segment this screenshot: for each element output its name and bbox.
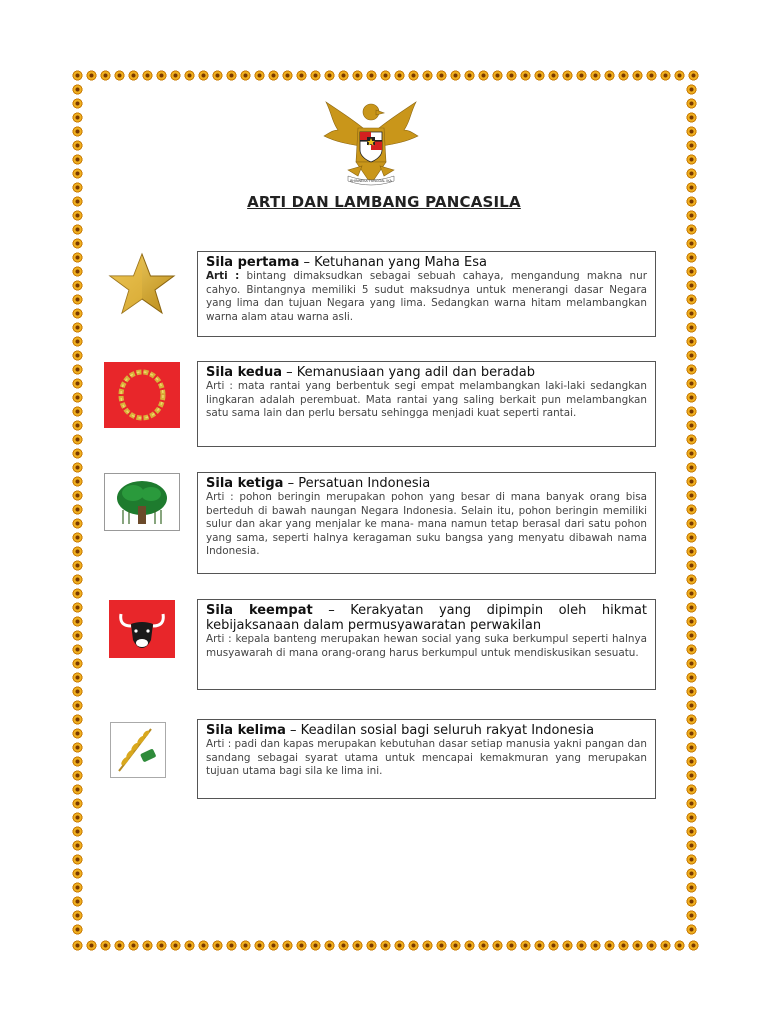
chain-icon (104, 362, 180, 428)
flower-ornament (72, 350, 83, 361)
flower-ornament (184, 940, 195, 951)
flower-ornament (72, 840, 83, 851)
flower-ornament (128, 940, 139, 951)
flower-ornament (72, 686, 83, 697)
flower-ornament (72, 98, 83, 109)
flower-ornament (506, 940, 517, 951)
flower-ornament (254, 70, 265, 81)
flower-ornament (686, 350, 697, 361)
flower-ornament (268, 940, 279, 951)
flower-ornament (72, 280, 83, 291)
flower-ornament (686, 742, 697, 753)
flower-ornament (72, 532, 83, 543)
flower-ornament (520, 940, 531, 951)
flower-ornament (72, 854, 83, 865)
flower-ornament (686, 490, 697, 501)
flower-ornament (686, 84, 697, 95)
flower-ornament (366, 70, 377, 81)
flower-ornament (72, 378, 83, 389)
flower-ornament (686, 476, 697, 487)
flower-ornament (72, 616, 83, 627)
flower-ornament (100, 70, 111, 81)
sila-kelima-box (197, 719, 656, 799)
flower-ornament (352, 940, 363, 951)
flower-ornament (72, 84, 83, 95)
flower-ornament (72, 602, 83, 613)
flower-ornament (282, 940, 293, 951)
flower-ornament (674, 70, 685, 81)
sila-heading: Sila kelima – Keadilan sosial bagi seluruh rakyat Indonesia (206, 723, 595, 738)
flower-ornament (686, 266, 697, 277)
flower-ornament (686, 560, 697, 571)
flower-ornament (686, 280, 697, 291)
flower-ornament (688, 940, 699, 951)
flower-ornament (268, 70, 279, 81)
flower-ornament (436, 940, 447, 951)
flower-ornament (604, 940, 615, 951)
sila-heading: Sila pertama – Ketuhanan yang Maha Esa (206, 255, 487, 270)
flower-ornament (72, 756, 83, 767)
flower-ornament (686, 616, 697, 627)
flower-ornament (72, 714, 83, 725)
flower-ornament (72, 238, 83, 249)
flower-ornament (72, 364, 83, 375)
flower-ornament (686, 588, 697, 599)
flower-ornament (212, 70, 223, 81)
flower-ornament (646, 940, 657, 951)
flower-ornament (686, 224, 697, 235)
flower-ornament (686, 770, 697, 781)
svg-text:BHINNEKA TUNGGAL IKA: BHINNEKA TUNGGAL IKA (350, 179, 392, 183)
flower-ornament (72, 476, 83, 487)
sila-description: Arti : mata rantai yang berbentuk segi empat melambangkan laki-laki sedangkan lingkaran adalah perembuat. Mata rantai yang saling berkait pun melambangkan satu sama lain dan perlu bersatu sehingga menjadi kuat seperti rantai. (206, 380, 647, 420)
flower-ornament (686, 462, 697, 473)
flower-ornament (686, 840, 697, 851)
flower-ornament (72, 798, 83, 809)
flower-ornament (72, 448, 83, 459)
flower-ornament (686, 378, 697, 389)
flower-ornament (686, 644, 697, 655)
flower-ornament (408, 940, 419, 951)
flower-ornament (534, 940, 545, 951)
flower-ornament (72, 560, 83, 571)
flower-ornament (686, 364, 697, 375)
flower-ornament (686, 700, 697, 711)
flower-ornament (198, 940, 209, 951)
flower-ornament (72, 940, 83, 951)
flower-ornament (686, 854, 697, 865)
flower-ornament (686, 658, 697, 669)
flower-ornament (72, 924, 83, 935)
flower-ornament (72, 308, 83, 319)
sila-kedua-box (197, 361, 656, 447)
banyan-tree-icon (104, 473, 180, 531)
flower-ornament (72, 252, 83, 263)
flower-ornament (686, 630, 697, 641)
flower-ornament (686, 308, 697, 319)
flower-ornament (686, 532, 697, 543)
flower-ornament (632, 70, 643, 81)
flower-ornament (212, 940, 223, 951)
flower-ornament (686, 826, 697, 837)
flower-ornament (198, 70, 209, 81)
flower-ornament (72, 770, 83, 781)
flower-ornament (72, 812, 83, 823)
sila-ketiga-box (197, 472, 656, 574)
flower-ornament (72, 210, 83, 221)
flower-ornament (478, 940, 489, 951)
flower-ornament (686, 392, 697, 403)
flower-ornament (72, 644, 83, 655)
flower-ornament (686, 238, 697, 249)
flower-ornament (688, 70, 699, 81)
flower-ornament (562, 940, 573, 951)
flower-ornament (394, 70, 405, 81)
flower-ornament (72, 168, 83, 179)
flower-ornament (170, 70, 181, 81)
flower-ornament (686, 882, 697, 893)
flower-ornament (686, 336, 697, 347)
flower-ornament (478, 70, 489, 81)
flower-ornament (128, 70, 139, 81)
flower-ornament (170, 940, 181, 951)
flower-ornament (72, 742, 83, 753)
flower-ornament (86, 70, 97, 81)
flower-ornament (100, 940, 111, 951)
flower-ornament (520, 70, 531, 81)
flower-ornament (72, 392, 83, 403)
flower-ornament (226, 940, 237, 951)
flower-ornament (380, 940, 391, 951)
flower-ornament (86, 940, 97, 951)
flower-ornament (114, 70, 125, 81)
sila-heading: Sila keempat – Kerakyatan yang dipimpin oleh hikmat kebijaksanaan dalam permusyawaratan perwakilan (206, 603, 648, 633)
flower-ornament (534, 70, 545, 81)
flower-ornament (72, 406, 83, 417)
flower-ornament (686, 252, 697, 263)
flower-ornament (686, 714, 697, 725)
flower-ornament (72, 896, 83, 907)
flower-ornament (686, 406, 697, 417)
flower-ornament (296, 940, 307, 951)
flower-ornament (72, 672, 83, 683)
flower-ornament (686, 294, 697, 305)
flower-ornament (72, 322, 83, 333)
flower-ornament (366, 940, 377, 951)
flower-ornament (686, 98, 697, 109)
flower-ornament (686, 140, 697, 151)
flower-ornament (686, 910, 697, 921)
sila-description: Arti : padi dan kapas merupakan kebutuhan dasar setiap manusia yakni pangan dan sandang sebagai syarat utama untuk mencapai kemakmuran yang merupakan tujuan utama bagi sila ke lima ini. (206, 738, 647, 778)
sila-description: Arti : pohon beringin merupakan pohon yang besar di mana banyak orang bisa berteduh di bawah naungan Negara Indonesia. Selain itu, pohon beringin memiliki sulur dan akar yang menjalar ke mana- mana namun tetap berasal dari satu pohon yang sama, seperti halnya keragaman suku bangsa yang menyatu dibawah nama Indonesia. (206, 491, 647, 558)
flower-ornament (590, 940, 601, 951)
flower-ornament (618, 70, 629, 81)
sila-heading: Sila ketiga – Persatuan Indonesia (206, 476, 431, 491)
flower-ornament (226, 70, 237, 81)
star-icon (104, 252, 180, 316)
flower-ornament (72, 868, 83, 879)
flower-ornament (72, 504, 83, 515)
flower-ornament (72, 518, 83, 529)
flower-ornament (464, 940, 475, 951)
flower-ornament (646, 70, 657, 81)
flower-ornament (464, 70, 475, 81)
flower-ornament (686, 602, 697, 613)
flower-ornament (686, 518, 697, 529)
flower-ornament (72, 700, 83, 711)
flower-ornament (686, 126, 697, 137)
flower-ornament (686, 812, 697, 823)
flower-ornament (72, 182, 83, 193)
sila-description: Arti : kepala banteng merupakan hewan social yang suka berkumpul seperti halnya musyawarah di mana orang-orang harus berkumpul untuk mendiskusikan sesuatu. (206, 633, 647, 659)
flower-ornament (114, 940, 125, 951)
flower-ornament (72, 574, 83, 585)
sila-keempat-box (197, 599, 656, 690)
flower-ornament (686, 546, 697, 557)
flower-ornament (72, 826, 83, 837)
flower-ornament (686, 168, 697, 179)
bull-head-icon (109, 600, 175, 658)
flower-ornament (72, 910, 83, 921)
flower-ornament (632, 940, 643, 951)
flower-ornament (310, 940, 321, 951)
flower-ornament (674, 940, 685, 951)
flower-ornament (156, 940, 167, 951)
flower-ornament (72, 658, 83, 669)
flower-ornament (562, 70, 573, 81)
flower-ornament (686, 868, 697, 879)
flower-ornament (72, 420, 83, 431)
flower-ornament (660, 70, 671, 81)
flower-ornament (450, 70, 461, 81)
flower-ornament (686, 784, 697, 795)
flower-ornament (72, 546, 83, 557)
flower-ornament (686, 182, 697, 193)
garuda-pancasila-icon (318, 92, 424, 192)
flower-ornament (604, 70, 615, 81)
flower-ornament (686, 322, 697, 333)
flower-ornament (686, 896, 697, 907)
flower-ornament (184, 70, 195, 81)
flower-ornament (436, 70, 447, 81)
flower-ornament (72, 336, 83, 347)
flower-ornament (310, 70, 321, 81)
flower-ornament (686, 756, 697, 767)
flower-ornament (254, 940, 265, 951)
flower-ornament (576, 70, 587, 81)
flower-ornament (72, 784, 83, 795)
flower-ornament (142, 940, 153, 951)
flower-ornament (686, 448, 697, 459)
flower-ornament (72, 462, 83, 473)
flower-ornament (422, 70, 433, 81)
flower-ornament (72, 294, 83, 305)
flower-ornament (72, 154, 83, 165)
sila-pertama-box (197, 251, 656, 337)
page-title: ARTI DAN LAMBANG PANCASILA (247, 193, 521, 211)
flower-ornament (240, 70, 251, 81)
flower-ornament (686, 924, 697, 935)
flower-ornament (686, 728, 697, 739)
flower-ornament (282, 70, 293, 81)
flower-ornament (72, 126, 83, 137)
flower-ornament (156, 70, 167, 81)
flower-ornament (408, 70, 419, 81)
flower-ornament (548, 940, 559, 951)
flower-ornament (324, 940, 335, 951)
flower-ornament (338, 70, 349, 81)
flower-ornament (338, 940, 349, 951)
flower-ornament (506, 70, 517, 81)
flower-ornament (686, 574, 697, 585)
flower-ornament (618, 940, 629, 951)
flower-ornament (686, 112, 697, 123)
flower-ornament (590, 70, 601, 81)
flower-ornament (686, 420, 697, 431)
flower-ornament (686, 434, 697, 445)
flower-ornament (72, 588, 83, 599)
flower-ornament (72, 224, 83, 235)
flower-ornament (72, 70, 83, 81)
flower-ornament (72, 630, 83, 641)
flower-ornament (686, 154, 697, 165)
sila-description: Arti : bintang dimaksudkan sebagai sebuah cahaya, mengandung makna nur cahyo. Bintangnya memiliki 5 sudut maksudnya untuk menerangi dasar Negara yang lima dan tujuan Negara yang lima. Sedangkan warna hitam melambangkan warna alam atau warna asli. (206, 270, 647, 323)
flower-ornament (72, 112, 83, 123)
flower-ornament (72, 882, 83, 893)
flower-ornament (72, 140, 83, 151)
flower-ornament (686, 686, 697, 697)
flower-ornament (576, 940, 587, 951)
flower-ornament (72, 266, 83, 277)
flower-ornament (240, 940, 251, 951)
flower-ornament (660, 940, 671, 951)
rice-cotton-icon (110, 722, 166, 778)
flower-ornament (422, 940, 433, 951)
flower-ornament (72, 490, 83, 501)
flower-ornament (72, 434, 83, 445)
flower-ornament (142, 70, 153, 81)
flower-ornament (394, 940, 405, 951)
flower-ornament (324, 70, 335, 81)
flower-ornament (686, 672, 697, 683)
flower-ornament (380, 70, 391, 81)
flower-ornament (492, 70, 503, 81)
flower-ornament (450, 940, 461, 951)
flower-ornament (72, 728, 83, 739)
flower-ornament (352, 70, 363, 81)
flower-ornament (296, 70, 307, 81)
sila-heading: Sila kedua – Kemanusiaan yang adil dan beradab (206, 365, 535, 380)
flower-ornament (686, 798, 697, 809)
flower-ornament (686, 210, 697, 221)
flower-ornament (548, 70, 559, 81)
flower-ornament (492, 940, 503, 951)
flower-ornament (686, 504, 697, 515)
